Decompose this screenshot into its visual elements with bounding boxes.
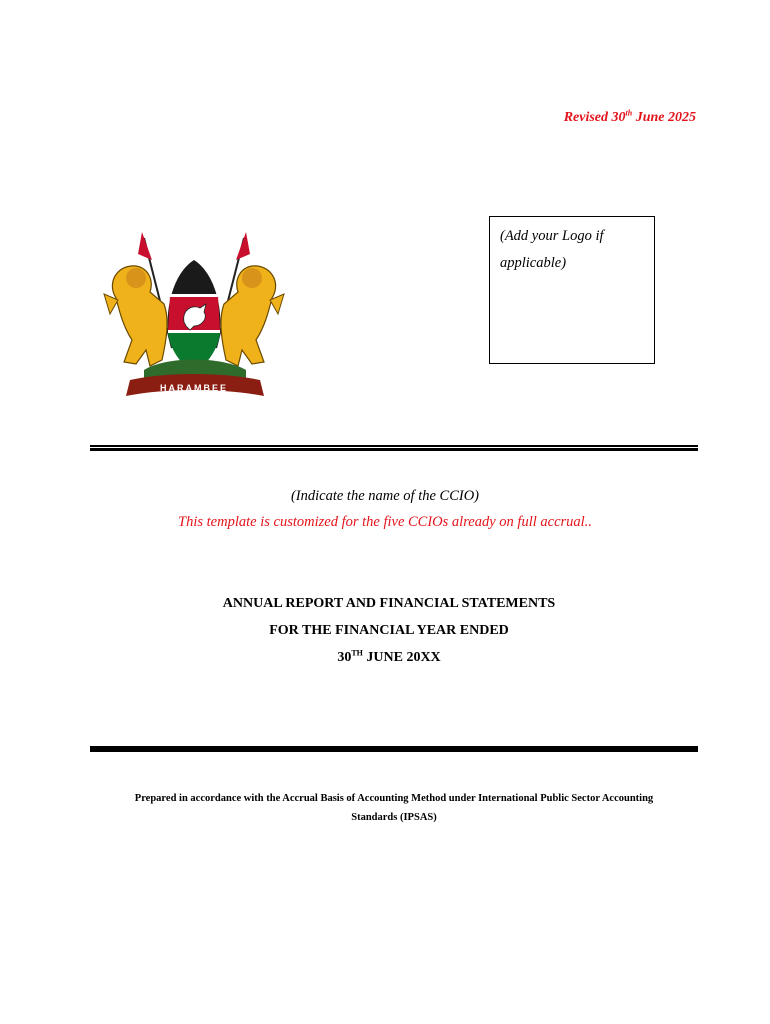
logo-placeholder-line1: (Add your Logo if bbox=[500, 228, 604, 244]
report-title-line2: FOR THE FINANCIAL YEAR ENDED bbox=[269, 623, 509, 638]
kenya-coat-of-arms bbox=[96, 230, 292, 402]
prepared-line1: Prepared in accordance with the Accrual Basis of Accounting Method under International Public Sector Accounting bbox=[134, 793, 654, 804]
bottom-divider bbox=[90, 746, 698, 752]
ccio-name-placeholder: (Indicate the name of the CCIO) bbox=[290, 488, 480, 504]
prepared-line2: Standards (IPSAS) bbox=[351, 812, 437, 823]
logo-placeholder-box bbox=[489, 216, 655, 364]
top-divider bbox=[90, 445, 698, 451]
report-title-line3: 30TH JUNE 20XX bbox=[337, 648, 441, 665]
prepared-statement bbox=[90, 789, 698, 827]
report-title-line1: ANNUAL REPORT AND FINANCIAL STATEMENTS bbox=[222, 596, 556, 611]
template-note: This template is customized for the five CCIOs already on full accrual.. bbox=[178, 514, 592, 530]
revision-date: Revised 30th June 2025 bbox=[563, 108, 696, 125]
motto-text: HARAMBEE bbox=[159, 383, 229, 393]
logo-placeholder-line2: applicable) bbox=[500, 255, 567, 271]
